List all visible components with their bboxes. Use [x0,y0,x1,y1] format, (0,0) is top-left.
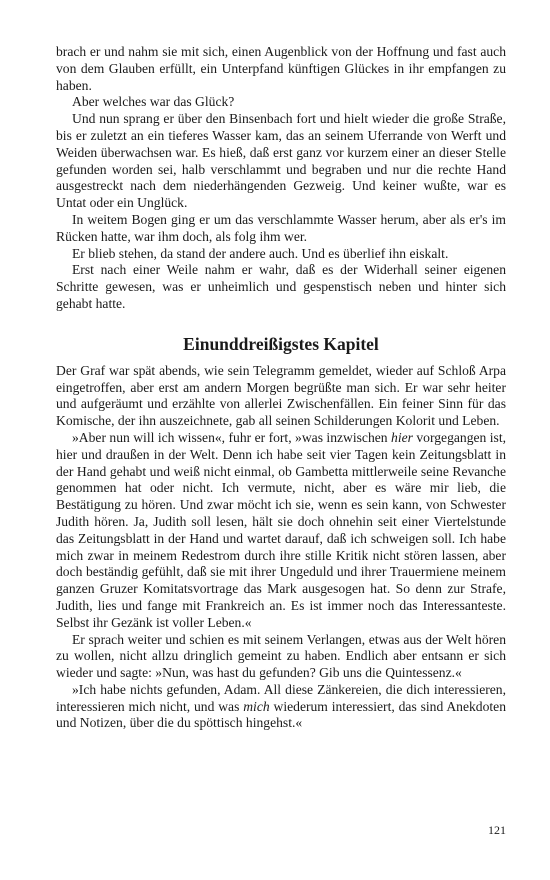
text-run: »Aber nun will ich wissen«, fuhr er fort, »was inzwischen [72,429,392,445]
page-number: 121 [488,823,506,837]
paragraph: Und nun sprang er über den Binsenbach fort und hielt wieder die große Straße, bis er zuletzt an ein tieferes Wasser kam, das an seinem Uferrande von Werft und Weiden überwachsen war. Es hieß, daß erst ganz vor kurzem einer an dieser Stelle gefunden worden sei, halb verschlammt und begraben und nur die rechte Hand ausgestreckt nach dem niederhängenden Gezweig. Und keiner wußte, war es Untat oder ein Unglück. [56,111,506,211]
paragraph: Er blieb stehen, da stand der andere auch. Und es überlief ihn eiskalt. [72,245,449,261]
italic-emphasis: hier [391,429,413,445]
chapter-body [56,363,506,733]
text-run: Er sprach weiter und schien es mit seinem Verlangen, etwas aus der Welt hören zu wollen, nicht allzu dringlich gemeint zu haben. Endlich aber entsann er sich wieder und sagte: »Nun, was hast du gefunden? Gib uns die Quintessenz.« [56,631,506,681]
paragraph [56,363,506,430]
previous-chapter-section [56,44,506,313]
paragraph: brach er und nahm sie mit sich, einen Augenblick von der Hoffnung und fast auch von dem Glauben erfüllt, ein Unterpfand künftigen Glückes in ihr empfangen zu haben. [56,44,506,93]
text-column [56,44,506,732]
paragraph: In weitem Bogen ging er um das verschlammte Wasser herum, aber als er's im Rücken hatte, war ihm doch, als folg ihm wer. [56,211,506,244]
text-run: Der Graf war spät abends, wie sein Telegramm gemeldet, wieder auf Schloß Arpa eingetroffen, aber erst am andern Morgen begrüßte man sich. Er war sehr heiter und aufgeräumt und erzählte von allerlei Zwischenfällen. Ein feiner Sinn für das Komische, der ihn auszeichnete, gab all seinen Schilderungen Kolorit und Leben. [56,362,506,429]
paragraph [56,682,506,732]
text-run: vorgegangen ist, hier und draußen in der Welt. Denn ich habe seit vier Tagen kein Zeitungsblatt in der Hand gehabt und weiß nicht einmal, ob Gambetta mittlerweile seine Revanche genommen hat oder nicht. Ich vermute, nicht, aber es wäre mir lieb, die Bestätigung zu hören. Und zwar möcht ich sie, wenn es sein kann, von Schwester Judith hören. Ja, Judith soll lesen, hält sie doch ohnehin seit einer Viertelstunde das Zeitungsblatt in der Hand und wartet darauf, daß ich schweigen soll. Ich habe mich zwar in meinem Redestrom durch ihre stille Kritik nicht stören lassen, aber doch beständig gefühlt, daß sie mit ihrer Ungeduld und ihrer Trauermiene meinem ganzen Gruzer Komitatsvortrage das Mark ausgesogen hat. So denn zur Strafe, Judith, lies und fange mit Frankreich an. Es ist immer noch das Interessanteste. Selbst ihr Gezänk ist voller Leben.« [56,429,506,630]
text-run: »Ich habe nichts gefunden, Adam. All diese Zänkereien, die dich interessieren, interessieren mich nicht, und was [56,681,506,714]
paragraph: Aber welches war das Glück? [72,94,235,110]
text-run: wiederum interessiert, das sind Anekdoten und Notizen, über die du spöttisch hingehst.« [56,698,506,731]
paragraph [56,632,506,682]
italic-emphasis: mich [243,698,270,714]
paragraph [56,430,506,632]
chapter-title: Einunddreißigstes Kapitel [183,333,379,354]
paragraph: Erst nach einer Weile nahm er wahr, daß es der Widerhall seiner eigenen Schritte gewesen, was er unheimlich und gespenstisch neben und hinter sich gehabt hatte. [56,262,506,311]
